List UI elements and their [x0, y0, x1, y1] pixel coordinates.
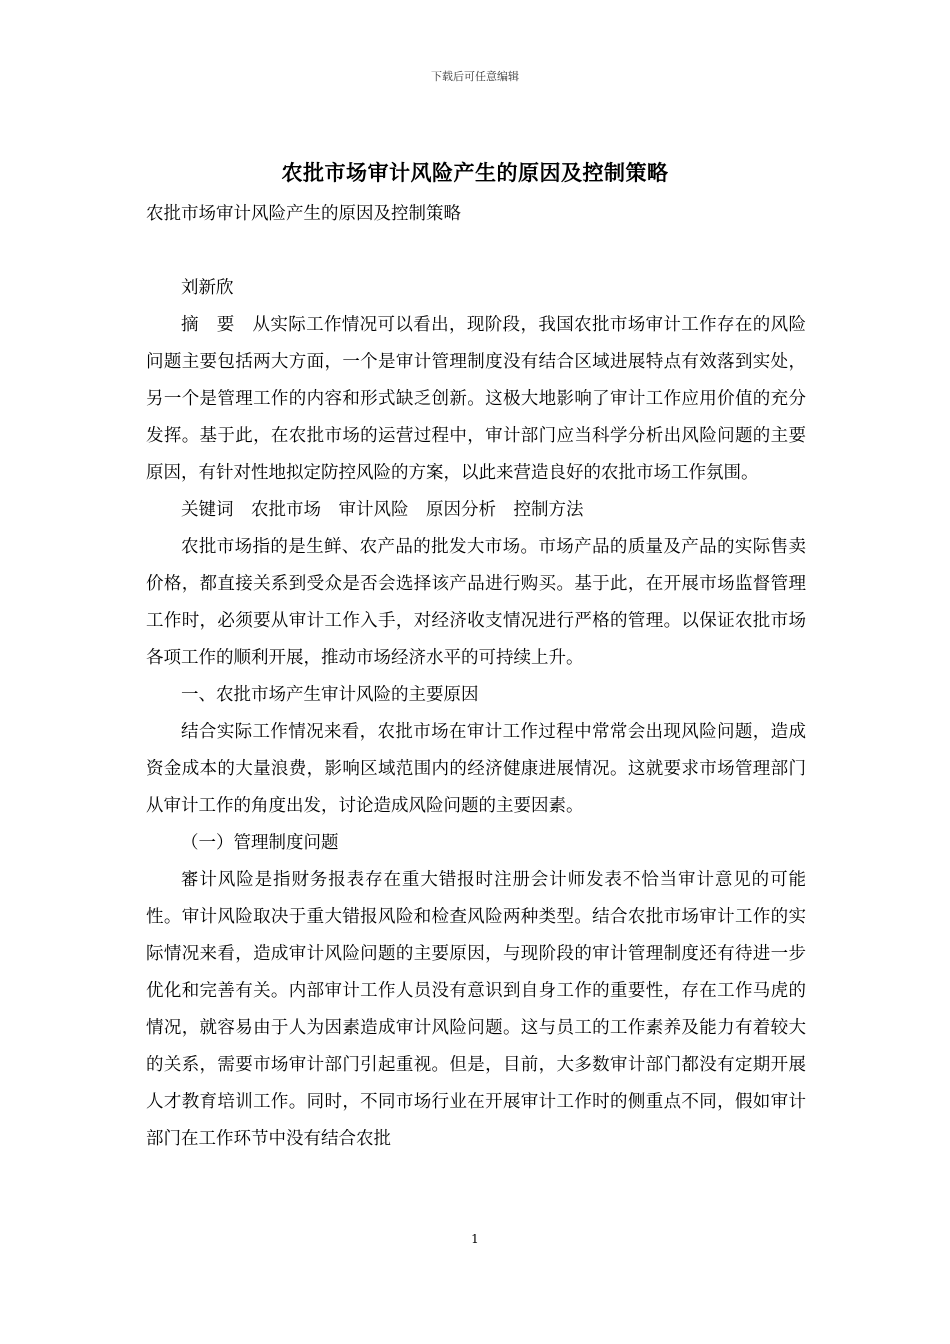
document-body — [146, 196, 806, 1158]
abstract-paragraph: 摘 要 从实际工作情况可以看出，现阶段，我国农批市场审计工作存在的风险问题主要包括两大方面，一个是审计管理制度没有结合区域进展特点有效落到实处，另一个是管理工作的内容和形式缺乏创新。这极大地影响了审计工作应用价值的充分发挥。基于此，在农批市场的运营过程中，审计部门应当科学分析出风险问题的主要原因，有针对性地拟定防控风险的方案，以此来营造良好的农批市场工作氛围。 — [146, 315, 806, 483]
subsection-paragraph: 審计风险是指财务报表存在重大错报时注册会计师发表不恰当审计意见的可能性。审计风险取决于重大错报风险和检查风险两种类型。结合农批市场审计工作的实际情况来看，造成审计风险问题的主要原因，与现阶段的审计管理制度还有待进一步优化和完善有关。内部审计工作人员没有意识到自身工作的重要性，存在工作马虎的情况，就容易由于人为因素造成审计风险问题。这与员工的工作素养及能力有着较大的关系，需要市场审计部门引起重视。但是，目前，大多数审计部门都没有定期开展人才教育培训工作。同时，不同市场行业在开展审计工作时的侧重点不同，假如审计部门在工作环节中没有结合农批 — [146, 870, 806, 1149]
page-number: 1 — [471, 1232, 479, 1246]
spacer — [146, 233, 806, 270]
document-subtitle: 农批市场审计风险产生的原因及控制策略 — [146, 204, 461, 224]
document-title: 农批市场审计风险产生的原因及控制策略 — [281, 161, 669, 185]
keywords-line: 关键词 农批市场 审计风险 原因分析 控制方法 — [181, 500, 584, 520]
header-note: 下载后可任意编辑 — [431, 70, 519, 83]
section-paragraph: 结合实际工作情况来看，农批市场在审计工作过程中常常会出现风险问题，造成资金成本的大量浪费，影响区域范围内的经济健康进展情况。这就要求市场管理部门从审计工作的角度出发，讨论造成风险问题的主要因素。 — [146, 722, 806, 816]
subsection-heading: （一）管理制度问题 — [181, 833, 339, 853]
intro-paragraph: 农批市场指的是生鲜、农产品的批发大市场。市场产品的质量及产品的实际售卖价格，都直接关系到受众是否会选择该产品进行购买。基于此，在开展市场监督管理工作时，必须要从审计工作入手，对经济收支情况进行严格的管理。以保证农批市场各项工作的顺利开展，推动市场经济水平的可持续上升。 — [146, 537, 806, 668]
section-heading: 一、农批市场产生审计风险的主要原因 — [181, 685, 479, 705]
author-name: 刘新欣 — [181, 278, 234, 298]
